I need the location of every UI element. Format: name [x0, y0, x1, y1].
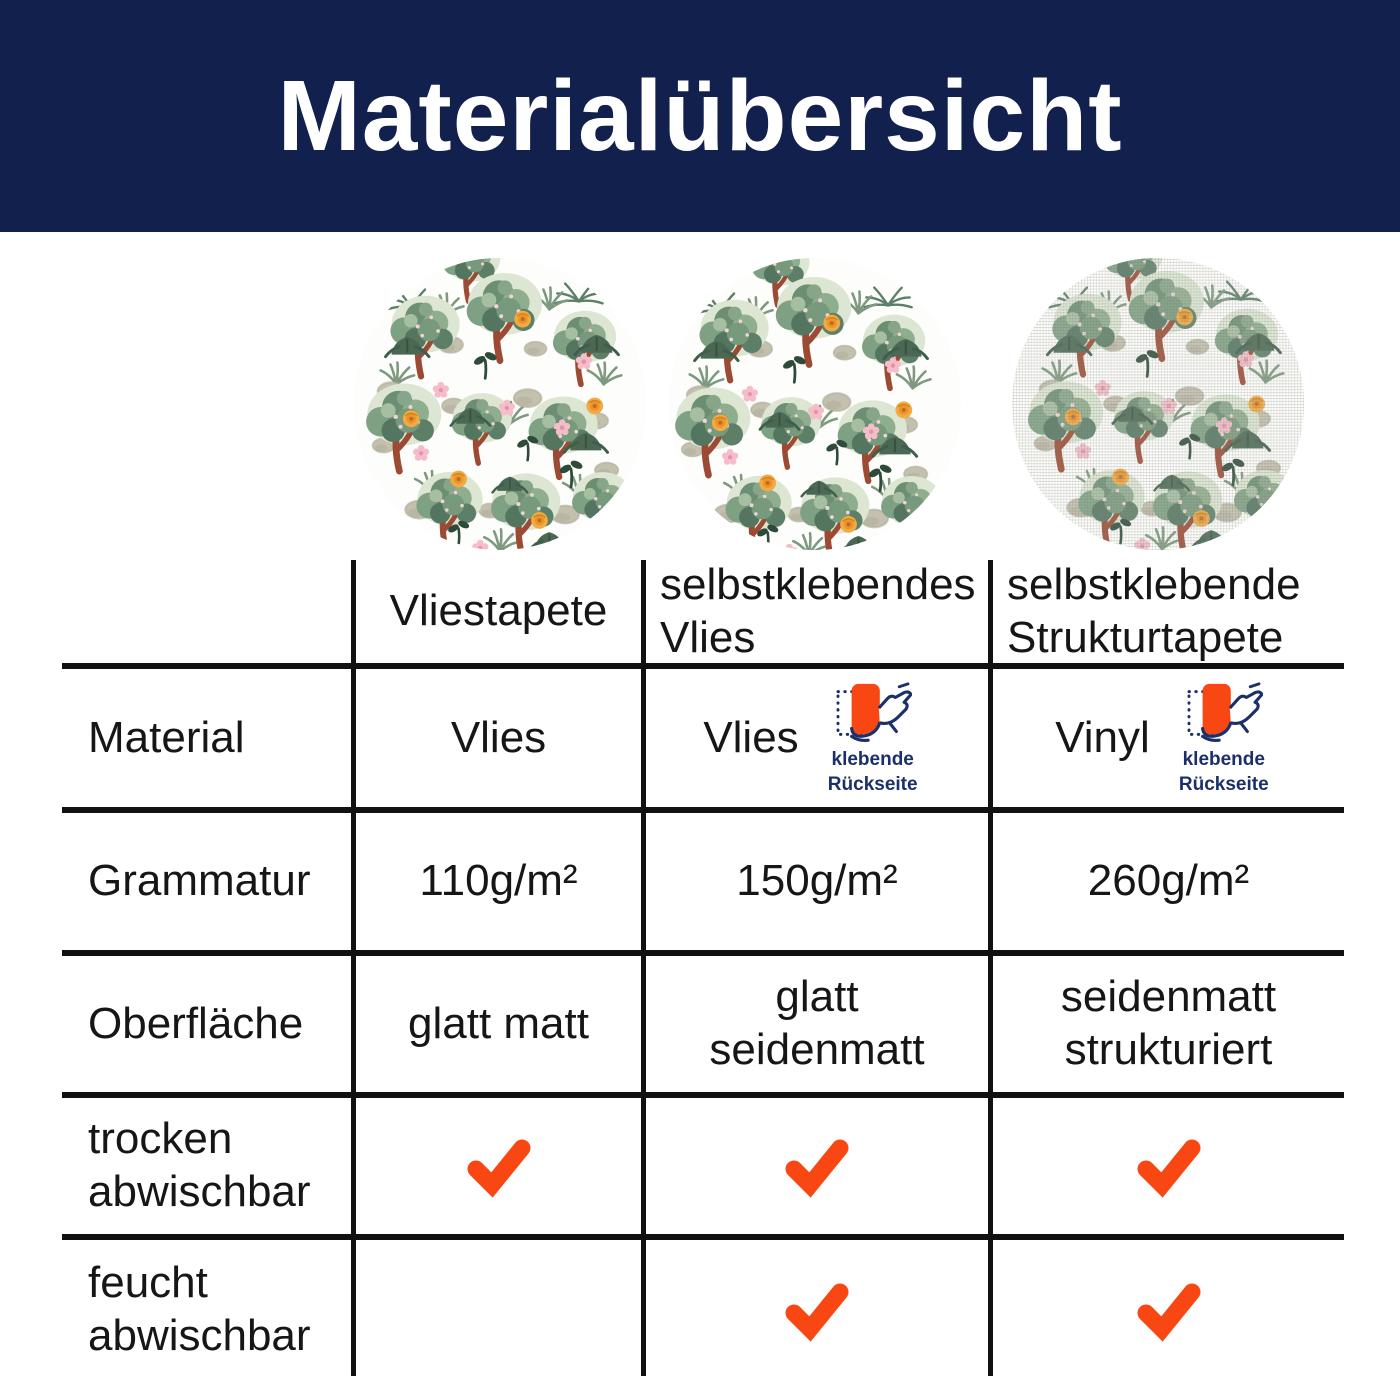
adhesive-back-label: klebende Rückseite: [827, 749, 918, 795]
wallpaper-swatch-vliestapete: [352, 256, 648, 552]
cell-material-selbstklebendes-vlies: Vlies klebende Rückseite: [646, 669, 988, 807]
cell-grammatur-vliestapete: 110g/m²: [419, 856, 578, 906]
column-header-vliestapete: Vliestapete: [389, 586, 608, 636]
adhesive-back-label: klebende Rückseite: [1178, 749, 1269, 795]
adhesive-back-icon: [834, 678, 912, 748]
wallpaper-swatch-strukturtapete: [1010, 256, 1306, 552]
cell-feucht-vliestapete: [356, 1240, 641, 1380]
adhesive-back-badge: [1166, 678, 1282, 797]
row-label-grammatur: Grammatur: [88, 856, 311, 906]
cell-trocken-vliestapete: [356, 1098, 641, 1234]
title-banner: [0, 0, 1400, 232]
row-label-feucht-abwischbar: feucht abwischbar: [88, 1258, 311, 1360]
check-icon: [461, 1128, 537, 1204]
cell-oberflaeche-vliestapete: glatt matt: [408, 998, 589, 1048]
cell-grammatur-strukturtapete: 260g/m²: [1087, 856, 1250, 906]
cell-material-vliestapete: Vlies: [450, 712, 547, 762]
check-icon: [779, 1128, 855, 1204]
row-label-material: Material: [88, 712, 245, 762]
row-label-trocken-abwischbar: trocken abwischbar: [88, 1114, 311, 1216]
adhesive-back-badge: [815, 678, 931, 797]
adhesive-back-icon: [1185, 678, 1263, 748]
cell-trocken-selbstklebendes-vlies: [646, 1098, 988, 1234]
column-header-selbstklebendes-vlies: selbstklebendes Vlies: [660, 559, 976, 662]
column-header-strukturtapete: selbstklebende Strukturtapete: [1007, 559, 1301, 662]
cell-oberflaeche-selbstklebendes-vlies: glatt seidenmatt: [709, 972, 925, 1074]
cell-feucht-strukturtapete: [993, 1240, 1344, 1380]
cell-oberflaeche-strukturtapete: seidenmatt strukturiert: [1060, 972, 1277, 1074]
cell-trocken-strukturtapete: [993, 1098, 1344, 1234]
check-icon: [779, 1272, 855, 1348]
wallpaper-swatch-selbstklebendes-vlies: [667, 256, 963, 552]
check-icon: [1131, 1128, 1207, 1204]
cell-feucht-selbstklebendes-vlies: [646, 1240, 988, 1380]
row-label-oberflaeche: Oberfläche: [88, 998, 304, 1048]
check-icon: [1131, 1272, 1207, 1348]
page-title: Materialübersicht: [277, 59, 1123, 172]
cell-grammatur-selbstklebendes-vlies: 150g/m²: [736, 856, 898, 906]
cell-material-strukturtapete: Vinyl klebende Rückseite: [993, 669, 1344, 807]
